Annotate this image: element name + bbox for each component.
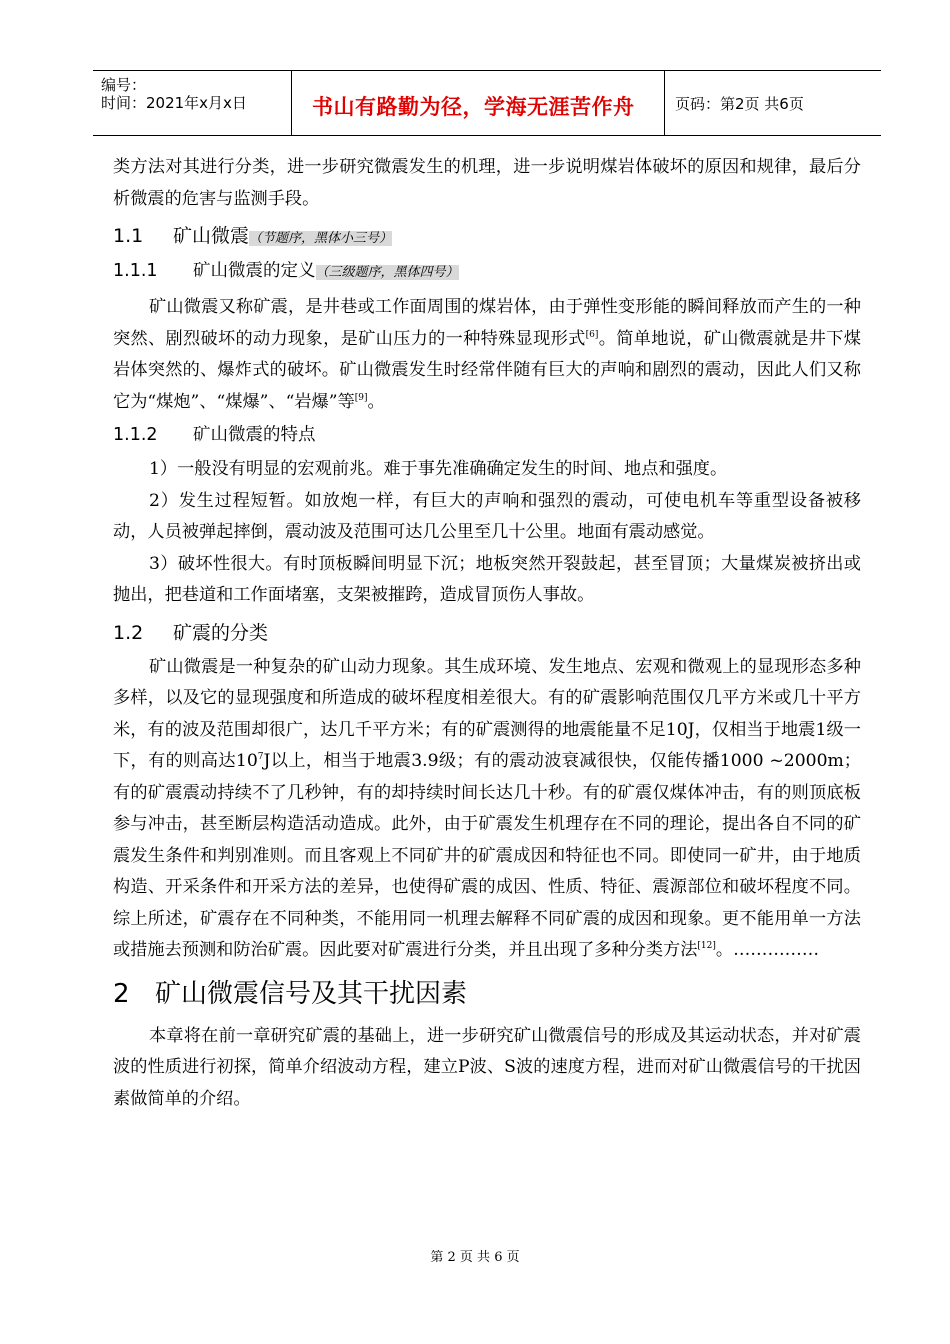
text-span: 。 — [367, 391, 385, 412]
section-title: 矿山微震 — [173, 225, 250, 247]
section-1-1-1-heading — [113, 258, 861, 286]
header-motto: 书山有路勤为径，学海无涯苦作舟 — [312, 95, 635, 119]
page-header — [93, 70, 881, 136]
feature-item-1: 1）一般没有明显的宏观前兆。难于事先准确确定发生的时间、地点和强度。 — [149, 459, 728, 479]
header-page-info: 页码：第2页 共6页 — [675, 95, 804, 113]
section-1-1-heading — [113, 223, 861, 252]
header-left-cell — [93, 71, 292, 135]
text-span: 矿山微震是一种复杂的矿山动力现象。其生成环境、发生地点、宏观和微观上的显现形态多种多样，以及它的显现强度和所造成的破坏程度相差很大。有的矿震影响范围仅几平方米或几十平方米，有的波及范围却很广，达几千平方米；有的矿震测得的地震能量不足10J，仅相当于地震1级一下，有的则高达10 — [113, 656, 861, 771]
feature-item-3: 3）破坏性很大。有时顶板瞬间明显下沉；地板突然开裂鼓起，甚至冒顶；大量煤炭被挤出或抛出，把巷道和工作面堵塞，支架被摧跨，造成冒顶伤人事故。 — [113, 553, 861, 605]
section-number: 1.1 — [113, 225, 144, 247]
header-page-cell — [665, 71, 881, 135]
section-title: 矿震的分类 — [173, 621, 269, 644]
section-1-1-2-heading — [113, 422, 861, 448]
section-title: 矿山微震的特点 — [193, 425, 316, 445]
doc-number-label: 编号： — [101, 76, 147, 94]
format-note: （三级题序，黑体四号） — [315, 265, 459, 280]
section-number: 1.1.1 — [113, 261, 158, 281]
chapter-2-heading — [113, 977, 861, 1011]
intro-paragraph: 类方法对其进行分类，进一步研究微震发生的机理，进一步说明煤岩体破坏的原因和规律，最后分析微震的危害与监测手段。 — [113, 157, 861, 209]
header-motto-cell — [292, 71, 665, 135]
document-body — [113, 152, 861, 1115]
superscript: 7 — [257, 752, 264, 762]
text-span: 。…………… — [715, 940, 820, 960]
format-note: （节题序，黑体小三号） — [249, 231, 393, 246]
feature-item-2: 2）发生过程短暂。如放炮一样，有巨大的声响和强烈的震动，可使电机车等重型设备被移动，人员被弹起摔倒，震动波及范围可达几公里至几十公里。地面有震动感觉。 — [113, 490, 861, 542]
text-span: 矿山微震又称矿震，是井巷或工作面周围的煤岩体，由于弹性变形能的瞬间释放而产生的一种突然、剧烈破坏的动力现象，是矿山压力的一种特殊显现形式 — [113, 297, 861, 349]
time-label: 时间：2021年x月x日 — [101, 94, 247, 112]
section-number: 1.2 — [113, 621, 144, 644]
classification-paragraph — [113, 652, 861, 967]
chapter-title: 矿山微震信号及其干扰因素 — [155, 978, 468, 1009]
text-span: 。简单地说，矿山微震就是井下煤岩体突然的、爆炸式的破坏。矿山微震发生时经常伴随有巨大的声响和剧烈的震动，因此人们又称它为“煤炮”、“煤爆”、“岩爆”等 — [113, 328, 861, 412]
citation: [12] — [697, 941, 716, 951]
citation: [9] — [354, 392, 368, 403]
section-number: 1.1.2 — [113, 425, 158, 445]
chapter-2-paragraph: 本章将在前一章研究矿震的基础上，进一步研究矿山微震信号的形成及其运动状态，并对矿震波的性质进行初探，简单介绍波动方程，建立P波、S波的速度方程，进而对矿山微震信号的干扰因素做简单的介绍。 — [113, 1025, 861, 1109]
chapter-number: 2 — [113, 978, 130, 1009]
text-span: J以上，相当于地震3.9级；有的震动波衰减很快，仅能传播1000 ~2000m；有的矿震震动持续不了几秒钟，有的却持续时间长达几十秒。有的矿震仅煤体冲击，有的则顶底板参与冲击，甚至断层构造活动造成。此外，由于矿震发生机理存在不同的理论，提出各自不同的矿震发生条件和判别准则。而且客观上不同矿井的矿震成因和特征也不同。即使同一矿井，由于地质构造、开采条件和开采方法的差异，也使得矿震的成因、性质、特征、震源部位和破坏程度不同。综上所述，矿震存在不同种类，不能用同一机理去解释不同矿震的成因和现象。更不能用单一方法或措施去预测和防治矿震。因此要对矿震进行分类，并且出现了多种分类方法 — [113, 751, 861, 960]
definition-paragraph — [113, 292, 861, 418]
page-footer: 第 2 页 共 6 页 — [430, 1250, 520, 1265]
section-title: 矿山微震的定义 — [193, 261, 316, 281]
citation: [6] — [585, 329, 599, 340]
section-1-2-heading — [113, 620, 861, 646]
